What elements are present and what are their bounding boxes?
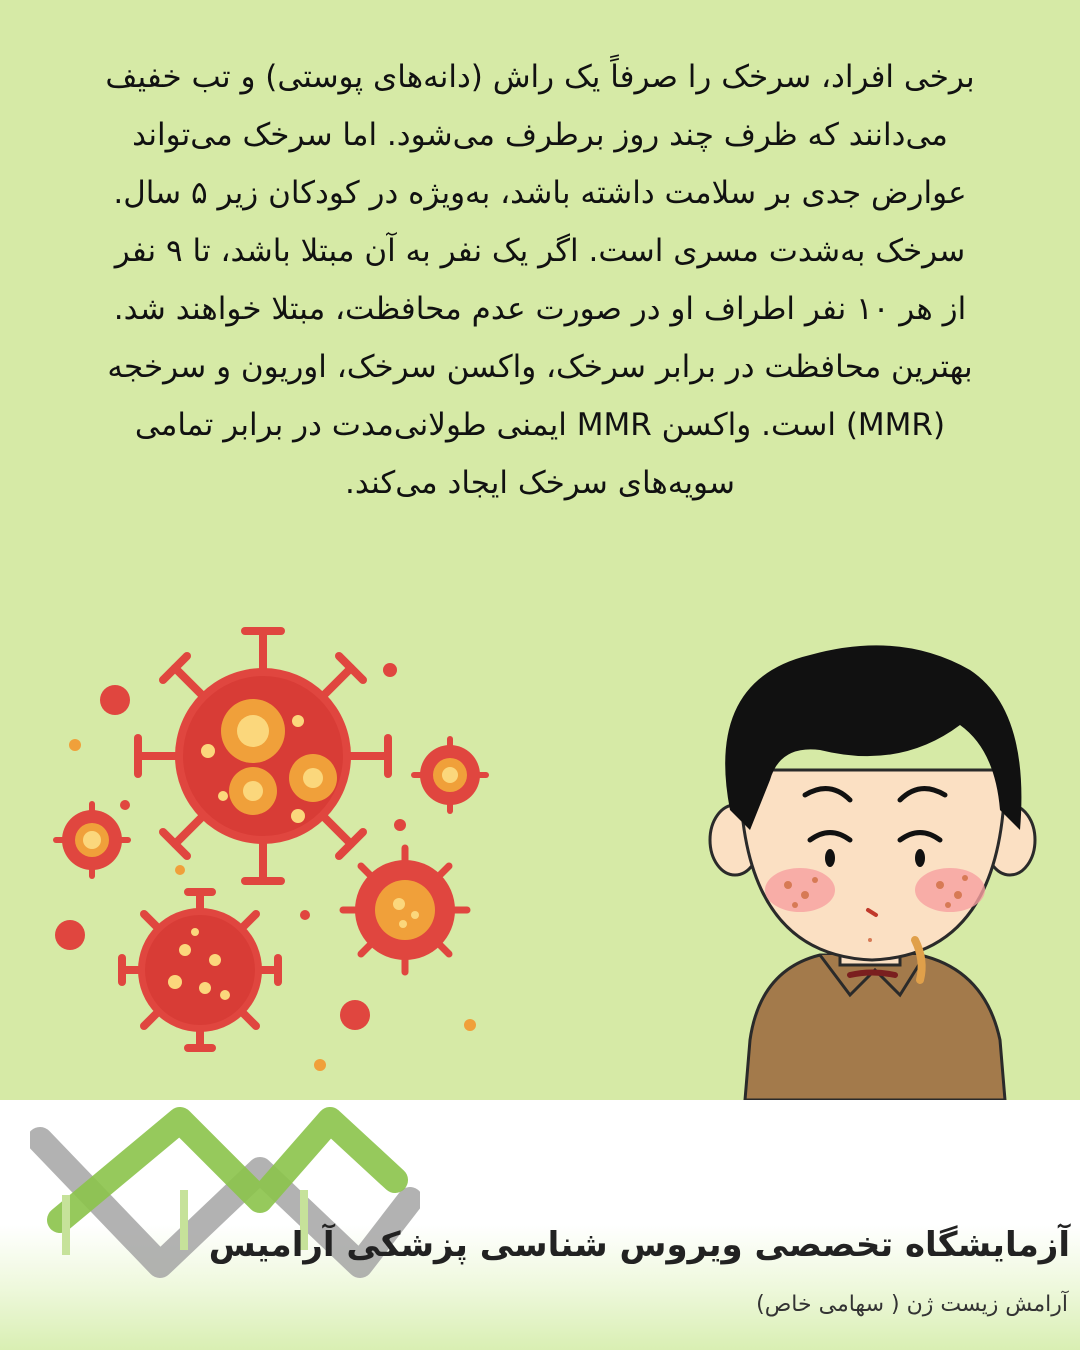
paragraph-contagious: سرخک به‌شدت مسری است. اگر یک نفر به آن مبتلا باشد، تا ۹ نفر از هر ۱۰ نفر اطراف او در صورت عدم محافظت، مبتلا خواهند شد.	[113, 233, 967, 327]
red-virus-icon	[122, 892, 278, 1048]
body-text	[100, 48, 980, 512]
paragraph-complications: برخی افراد، سرخک را صرفاً یک راش (دانه‌های پوستی) و تب خفیف می‌دانند که ظرف چند روز برطرف می‌شود. اما سرخک می‌تواند عوارض جدی بر سلامت داشته باشد، به‌ویژه در کودکان زیر ۵ سال.	[105, 59, 975, 211]
virus-illustration	[30, 610, 500, 1090]
paragraph-vaccine: بهترین محافظت در برابر سرخک، واکسن سرخک، اوریون و سرخجه (MMR) است. واکسن MMR ایمنی طولانی‌مدت در برابر تمامی سویه‌های سرخک ایجاد می‌کند.	[107, 349, 973, 501]
footer	[0, 1100, 1080, 1350]
small-virus-icon	[414, 739, 486, 811]
sick-boy-illustration	[700, 640, 1040, 1100]
company-name: آرامش زیست ژن ( سهامی خاص)	[756, 1292, 1068, 1317]
small-virus-icon-left	[56, 804, 128, 876]
big-virus-icon	[138, 631, 388, 881]
lab-name: آزمایشگاه تخصصی ویروس شناسی پزشکی آرامیس	[208, 1225, 1070, 1265]
orange-virus-icon	[343, 848, 467, 972]
